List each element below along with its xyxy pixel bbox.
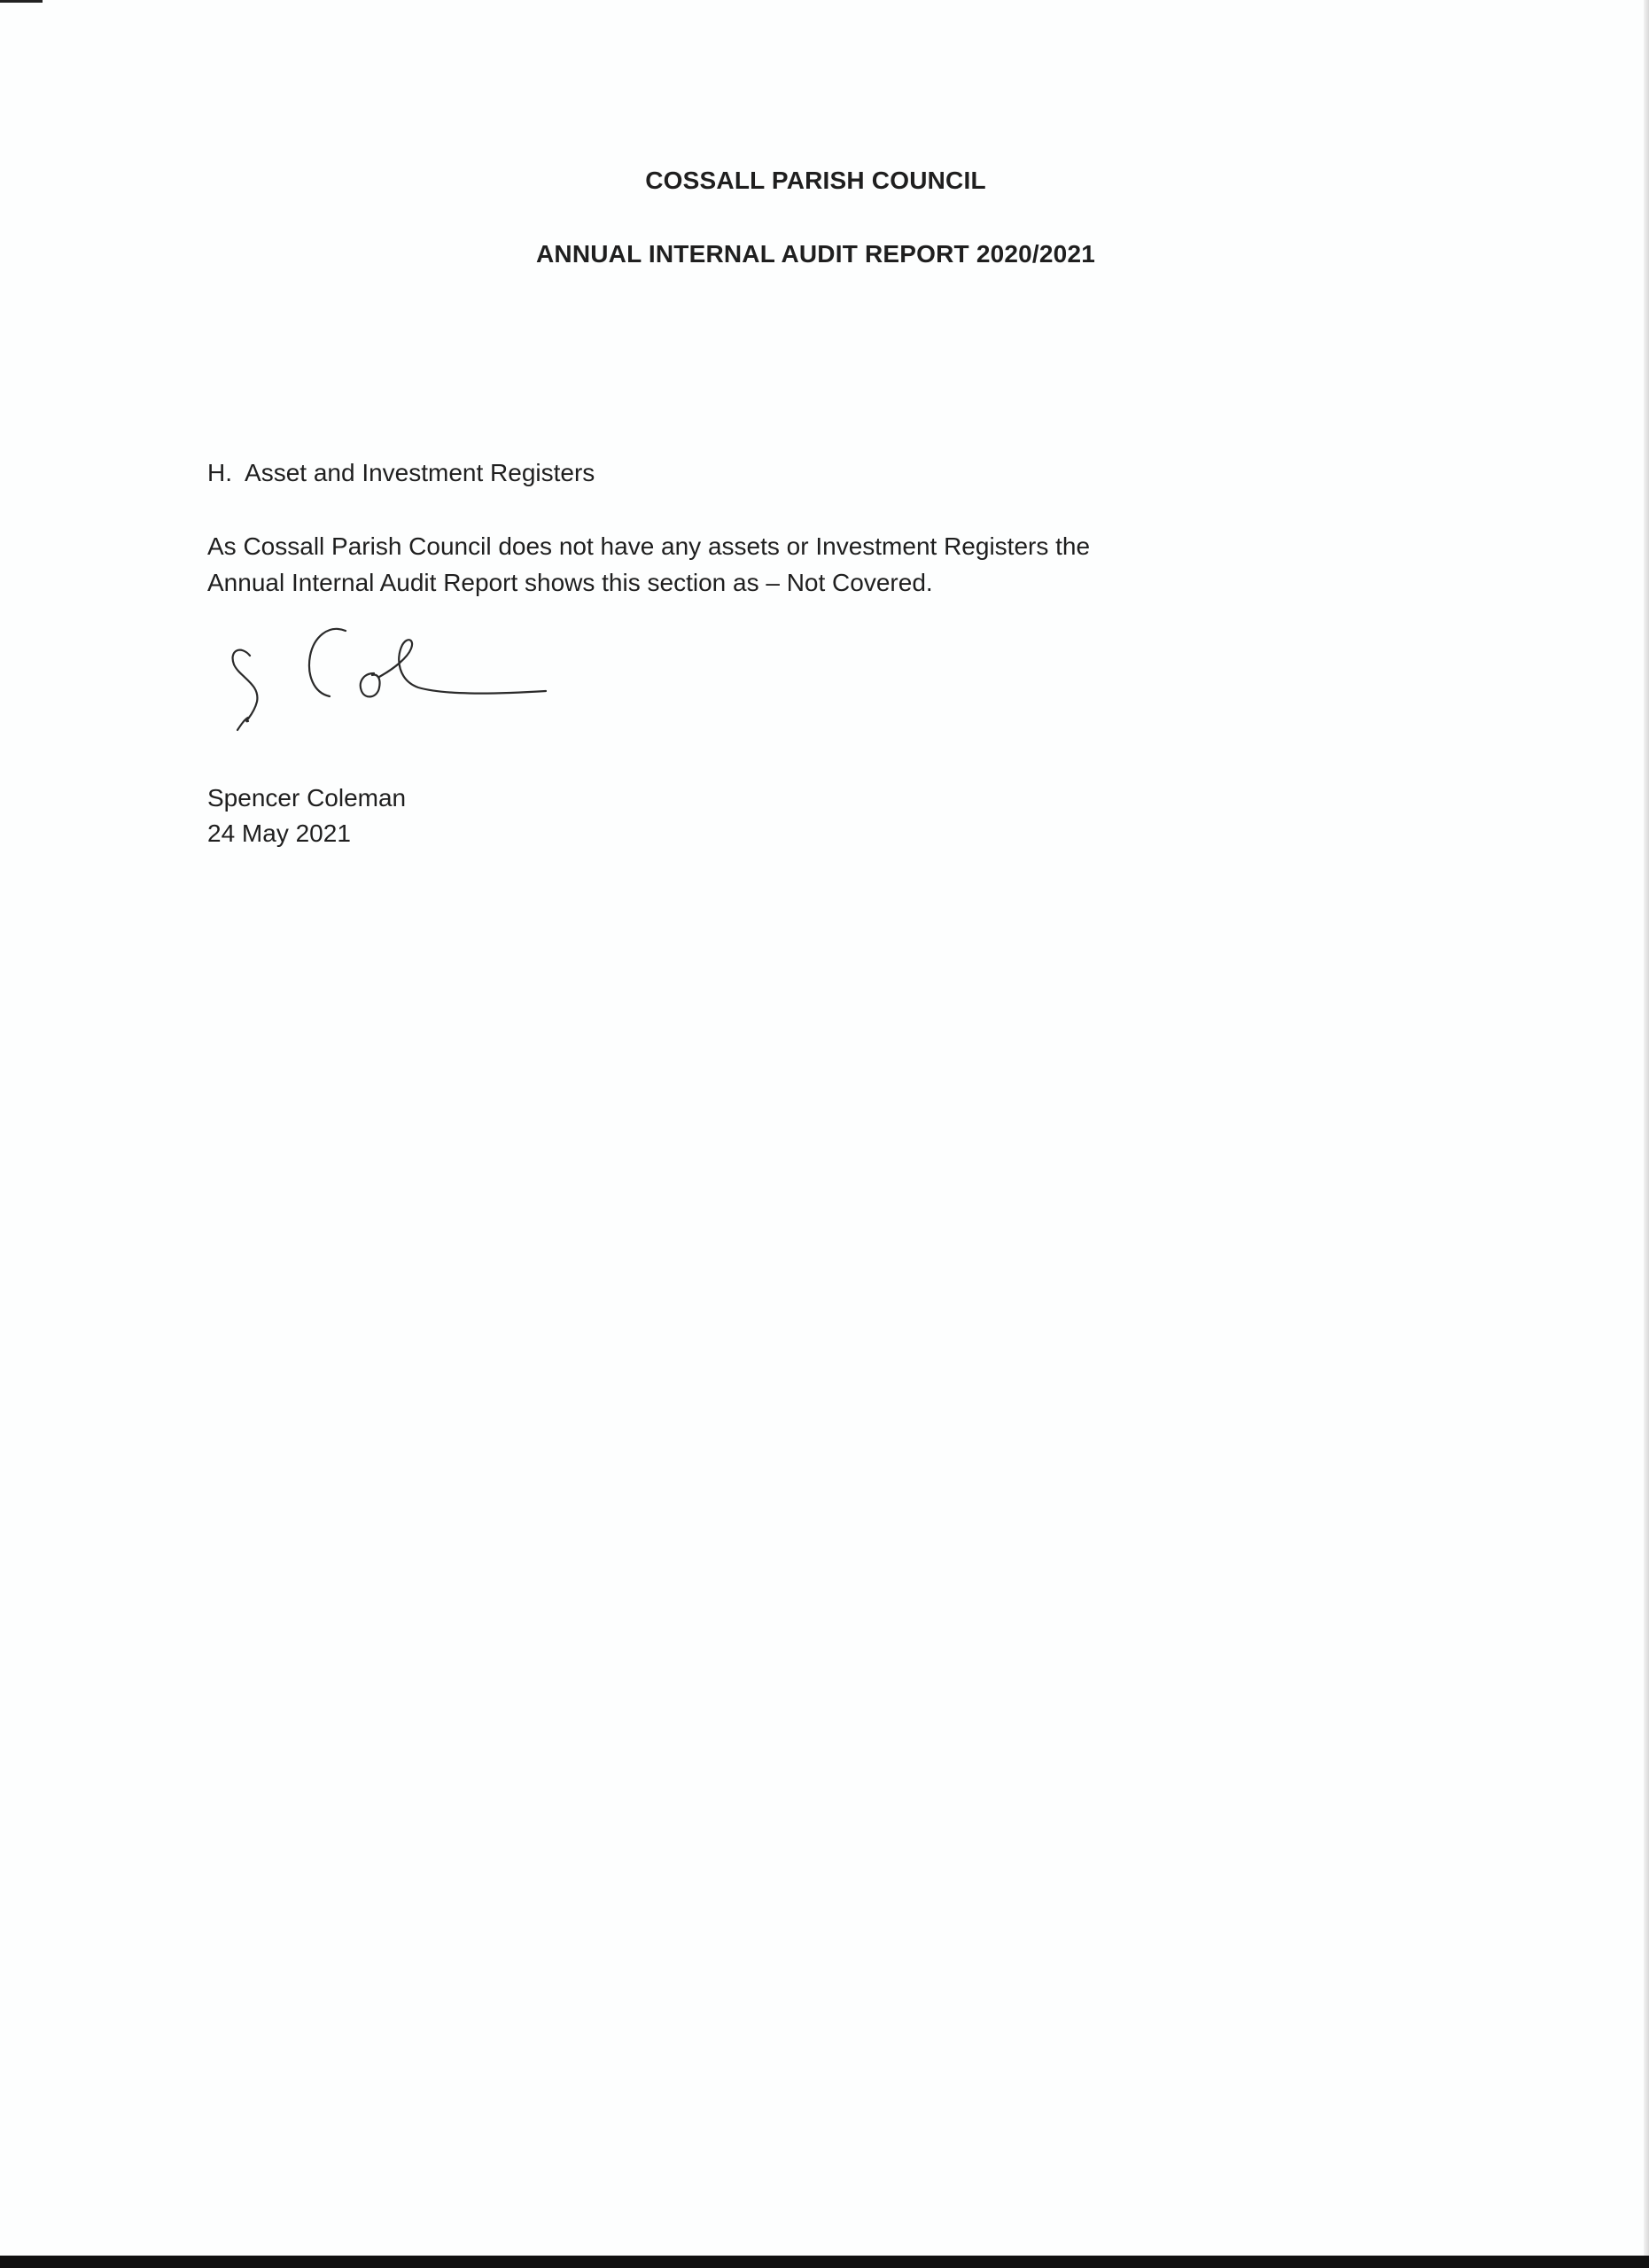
report-title: ANNUAL INTERNAL AUDIT REPORT 2020/2021 [536, 240, 1095, 268]
scan-edge-mark [0, 0, 43, 3]
signature-date: 24 May 2021 [207, 819, 351, 847]
scan-right-edge [1644, 0, 1649, 2268]
handwritten-signature [222, 620, 558, 753]
body-line-1: As Cossall Parish Council does not have any assets or Investment Registers the [207, 532, 1091, 560]
signer-name: Spencer Coleman [207, 784, 407, 812]
organisation-title: COSSALL PARISH COUNCIL [645, 167, 986, 194]
body-line-2: Annual Internal Audit Report shows this section as – Not Covered. [207, 569, 933, 596]
section-heading: H. Asset and Investment Registers [207, 459, 595, 486]
section-body [207, 528, 1226, 601]
scan-bottom-edge [0, 2256, 1649, 2268]
